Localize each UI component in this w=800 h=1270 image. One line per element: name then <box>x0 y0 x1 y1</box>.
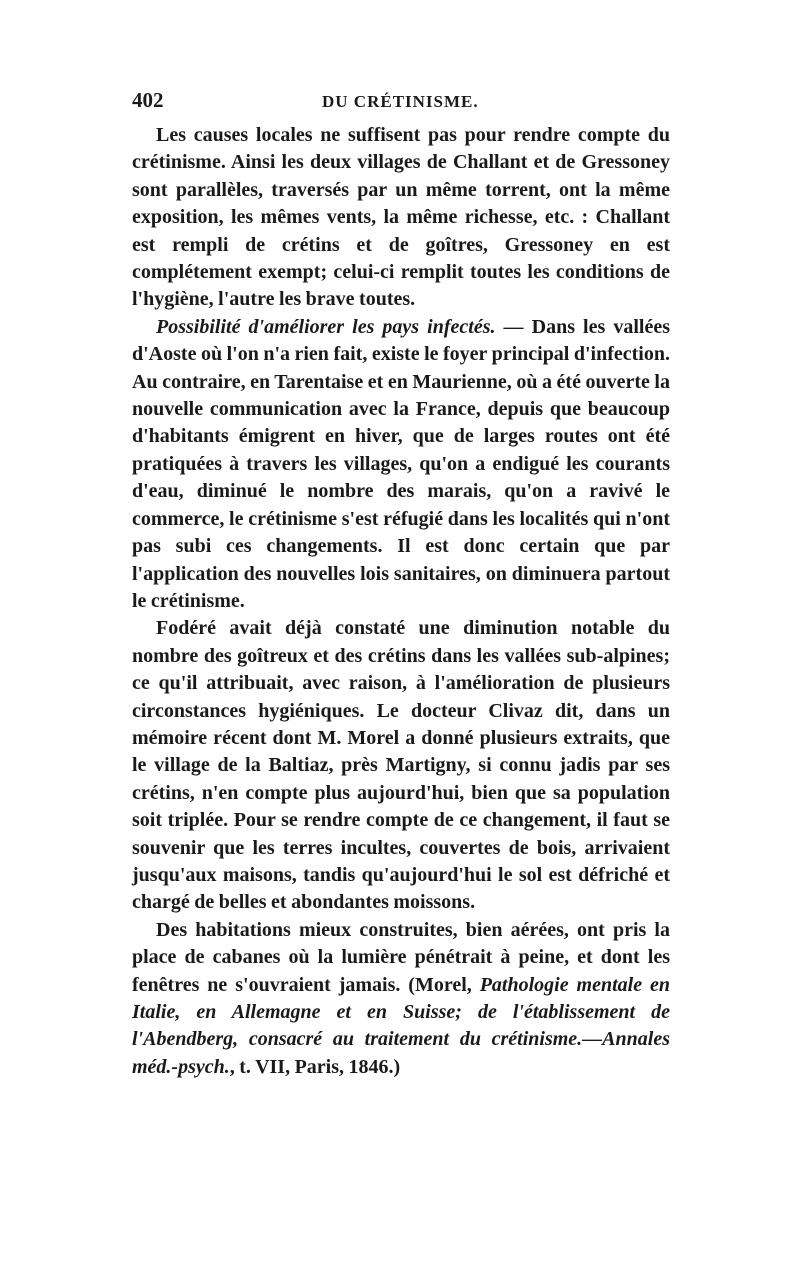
paragraph-local-causes <box>132 122 670 314</box>
paragraph-text: — Dans les vallées d'Aoste où l'on n'a rien fait, existe le foyer principal d'infection. Au contraire, en Tarentaise et en Maurienne, où a été ouverte la nouvelle communication avec la France, depuis que beaucoup d'habitants émigrent en hiver, que de larges routes ont été pratiquées à travers les villages, qu'on a endigué les courants d'eau, diminué le nombre des marais, qu'on a ravivé le commerce, le crétinisme s'est réfugié dans les localités qui n'ont pas subi ces changements. Il est donc certain que par l'application des nouvelles lois sanitaires, on diminuera partout le crétinisme. <box>132 315 670 612</box>
paragraph-fodere <box>132 615 670 916</box>
page-header <box>132 88 670 122</box>
page-number: 402 <box>132 88 164 112</box>
section-lead-italic: Possibilité d'améliorer les pays infectés. <box>156 315 496 338</box>
book-page <box>132 88 670 1081</box>
paragraph-habitations <box>132 917 670 1081</box>
running-head: DU CRÉTINISME. <box>322 92 479 111</box>
body-text <box>132 122 670 1081</box>
citation-title-italic: Pathologie mentale en Italie, en Allemagne et en Suisse; de l'établissement de l'Abendberg, consacré au traitement du crétinisme.—Annales méd.-psych. <box>132 973 671 1078</box>
paragraph-improvement <box>132 314 670 615</box>
paragraph-text: Fodéré avait déjà constaté une diminution notable du nombre des goîtreux et des crétins dans les vallées sub-alpines; ce qu'il attribuait, avec raison, à l'amélioration de plusieurs circonstances hygiéniques. Le docteur Clivaz dit, dans un mémoire récent dont M. Morel a donné plusieurs extraits, que le village de la Baltiaz, près Martigny, si connu jadis par ses crétins, n'en compte plus aujourd'hui, bien que sa population soit triplée. Pour se rendre compte de ce changement, il faut se souvenir que les terres incultes, couvertes de bois, arrivaient jusqu'aux maisons, tandis qu'aujourd'hui le sol est défriché et chargé de belles et abondantes moissons. <box>132 617 670 914</box>
citation-tail: , t. VII, Paris, 1846.) <box>229 1055 401 1078</box>
paragraph-text: Des habitations mieux construites, bien aérées, ont pris la place de cabanes où la lumière pénétrait à peine, et dont les fenêtres ne s'ouvraient jamais. (Morel, <box>132 918 670 996</box>
paragraph-text: Les causes locales ne suffisent pas pour rendre compte du crétinisme. Ainsi les deux villages de Challant et de Gressoney sont parallèles, traversés par un même torrent, ont la même exposition, les mêmes vents, la même richesse, etc. : Challant est rempli de crétins et de goîtres, Gressoney en est complétement exempt; celui-ci remplit toutes les conditions de l'hygiène, l'autre les brave toutes. <box>132 124 670 311</box>
